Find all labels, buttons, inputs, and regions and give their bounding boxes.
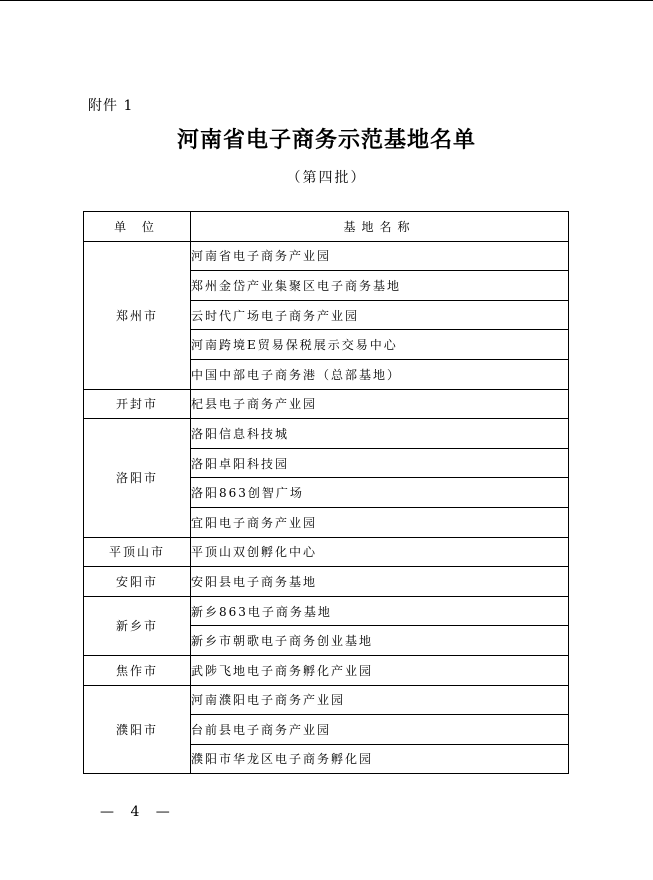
batch-subtitle: （第四批） (286, 170, 367, 186)
base-name-cell: 洛阳863创智广场 (191, 478, 569, 508)
base-name-cell: 中国中部电子商务港（总部基地） (191, 359, 569, 389)
unit-cell: 平顶山市 (84, 537, 191, 567)
unit-cell: 新乡市 (84, 596, 191, 655)
unit-cell: 濮阳市 (84, 685, 191, 774)
document-title: 河南省电子商务示范基地名单 (176, 128, 476, 153)
base-name-cell: 濮阳市华龙区电子商务孵化园 (191, 744, 569, 774)
base-name-cell: 郑州金岱产业集聚区电子商务基地 (191, 271, 569, 301)
attachment-label (88, 95, 133, 115)
unit-cell: 焦作市 (84, 655, 191, 685)
unit-cell: 开封市 (84, 389, 191, 419)
table-row (84, 241, 569, 271)
base-name-cell: 河南濮阳电子商务产业园 (191, 685, 569, 715)
table-row (84, 567, 569, 597)
table-row (84, 596, 569, 626)
header-base-name: 基地名称 (191, 212, 569, 242)
base-name-cell: 河南省电子商务产业园 (191, 241, 569, 271)
base-name-cell: 云时代广场电子商务产业园 (191, 300, 569, 330)
base-name-cell: 宜阳电子商务产业园 (191, 507, 569, 537)
base-name-cell: 安阳县电子商务基地 (191, 567, 569, 597)
table-row (84, 419, 569, 449)
base-name-cell: 洛阳卓阳科技园 (191, 448, 569, 478)
base-name-cell: 平顶山双创孵化中心 (191, 537, 569, 567)
attachment-number: 1 (123, 98, 134, 114)
unit-cell: 安阳市 (84, 567, 191, 597)
table-header-row (84, 212, 569, 242)
base-name-cell: 武陟飞地电子商务孵化产业园 (191, 655, 569, 685)
base-name-cell: 台前县电子商务产业园 (191, 715, 569, 745)
header-unit: 单 位 (84, 212, 191, 242)
table-row (84, 537, 569, 567)
base-list-table (83, 211, 569, 774)
base-name-cell: 河南跨境E贸易保税展示交易中心 (191, 330, 569, 360)
table-row (84, 389, 569, 419)
base-name-cell: 杞县电子商务产业园 (191, 389, 569, 419)
base-name-cell: 新乡863电子商务基地 (191, 596, 569, 626)
base-name-cell: 新乡市朝歌电子商务创业基地 (191, 626, 569, 656)
attachment-word: 附件 (88, 98, 118, 114)
table-row (84, 655, 569, 685)
base-name-cell: 洛阳信息科技城 (191, 419, 569, 449)
unit-cell: 郑州市 (84, 241, 191, 389)
page-number: — 4 — (100, 804, 176, 820)
top-border-line (0, 0, 653, 1)
table-body (84, 241, 569, 774)
table-row (84, 685, 569, 715)
unit-cell: 洛阳市 (84, 419, 191, 537)
